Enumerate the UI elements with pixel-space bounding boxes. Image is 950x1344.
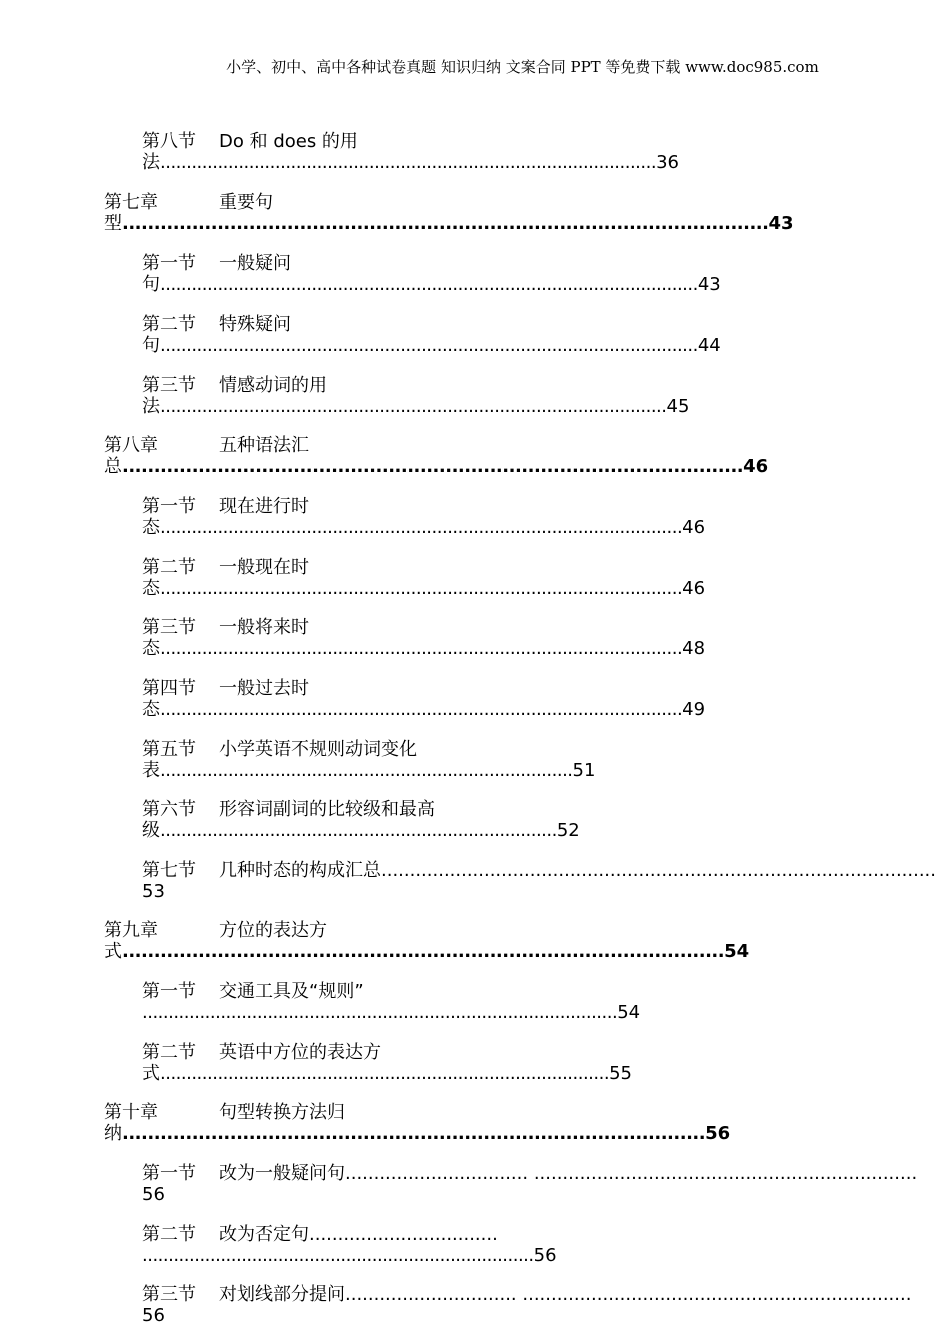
toc-leader: ............................................................................................... xyxy=(160,152,657,173)
toc-number: 第七节 xyxy=(142,860,196,881)
toc-number: 第六节 xyxy=(142,799,196,820)
toc-title: 方位的表达方 xyxy=(219,920,327,941)
toc-title: 一般过去时 xyxy=(219,678,309,699)
toc-chapter xyxy=(0,435,950,487)
toc-title-cont: 句 xyxy=(142,274,160,295)
toc-title-cont: 态 xyxy=(142,517,160,538)
toc-leader: ............................................................................................... xyxy=(122,941,725,962)
toc-title: 改为一般疑问句................................ ................................................................... xyxy=(219,1163,918,1184)
toc-title-cont: 53 xyxy=(142,881,165,902)
toc-entry xyxy=(0,314,950,366)
toc-number: 第十章 xyxy=(104,1102,158,1123)
toc-entry xyxy=(0,1042,950,1094)
toc-leader: .................................................................................................... xyxy=(160,578,683,599)
toc-chapter xyxy=(0,1102,950,1154)
toc-number: 第一节 xyxy=(142,981,196,1002)
toc-title-cont: 总 xyxy=(104,456,122,477)
toc-title: 一般疑问 xyxy=(219,253,291,274)
toc-title: 重要句 xyxy=(219,192,273,213)
toc-entry xyxy=(0,617,950,669)
toc-title: 小学英语不规则动词变化 xyxy=(219,739,417,760)
toc-leader: ............................................................................ xyxy=(160,820,557,841)
toc-leader: .................................................................................................... xyxy=(160,638,683,659)
toc-title: 一般将来时 xyxy=(219,617,309,638)
toc-title: 现在进行时 xyxy=(219,496,309,517)
toc-page: 43 xyxy=(768,213,794,234)
toc-leader: ............................................................................................ xyxy=(122,1123,706,1144)
toc-entry xyxy=(0,860,950,912)
toc-page: 51 xyxy=(572,760,596,781)
toc-leader: ................................................................................................. xyxy=(160,396,667,417)
toc-number: 第三节 xyxy=(142,1284,196,1305)
toc-title: 改为否定句................................. xyxy=(219,1224,498,1245)
toc-page: 56 xyxy=(705,1123,731,1144)
toc-title-cont: 纳 xyxy=(104,1123,122,1144)
toc-leader: .................................................................................................... xyxy=(160,517,683,538)
toc-entry xyxy=(0,981,950,1033)
toc-title-cont: 法 xyxy=(142,396,160,417)
toc-number: 第一节 xyxy=(142,1163,196,1184)
toc-entry xyxy=(0,496,950,548)
toc-entry xyxy=(0,253,950,305)
toc-number: 第七章 xyxy=(104,192,158,213)
toc-title-cont: 式 xyxy=(142,1063,160,1084)
toc-title-cont: 56 xyxy=(142,1184,165,1205)
toc-page: 45 xyxy=(666,396,690,417)
toc-entry xyxy=(0,799,950,851)
toc-page: 54 xyxy=(617,1002,641,1023)
toc-page: 43 xyxy=(697,274,721,295)
toc-title-cont: 态 xyxy=(142,578,160,599)
toc-entry xyxy=(0,678,950,730)
toc-number: 第八章 xyxy=(104,435,158,456)
toc-title: 几种时态的构成汇总................................................................................................. xyxy=(219,860,937,881)
toc-title-cont: 法 xyxy=(142,152,160,173)
toc-title-cont: 56 xyxy=(142,1305,165,1326)
toc-entry xyxy=(0,375,950,427)
toc-chapter xyxy=(0,920,950,972)
toc-leader: ....................................................................................................... xyxy=(160,274,698,295)
toc-page: 49 xyxy=(682,699,706,720)
toc-title: 特殊疑问 xyxy=(219,314,291,335)
toc-entry xyxy=(0,1163,950,1215)
toc-page: 52 xyxy=(556,820,580,841)
toc-title: 五种语法汇 xyxy=(219,435,309,456)
toc-leader: .................................................................................................... xyxy=(160,699,683,720)
toc-leader: ............................................................................... xyxy=(160,760,573,781)
toc-number: 第四节 xyxy=(142,678,196,699)
toc-number: 第八节 xyxy=(142,131,196,152)
toc-entry xyxy=(0,739,950,791)
toc-number: 第三节 xyxy=(142,375,196,396)
toc-title-cont: 表 xyxy=(142,760,160,781)
toc-page: 54 xyxy=(724,941,750,962)
toc-number: 第二节 xyxy=(142,1224,196,1245)
toc-title-cont: 态 xyxy=(142,638,160,659)
toc-number: 第二节 xyxy=(142,1042,196,1063)
page-header: 小学、初中、高中各种试卷真题 知识归纳 文案合同 PPT 等免费下载 www.doc985.com xyxy=(226,58,819,76)
toc-page: 55 xyxy=(609,1063,632,1084)
toc-entry xyxy=(0,557,950,609)
toc-page: 44 xyxy=(697,335,721,356)
toc-title-cont: 句 xyxy=(142,335,160,356)
toc-page: 56 xyxy=(533,1245,557,1266)
toc-leader: ........................................................................................... xyxy=(142,1002,618,1023)
toc-page: 46 xyxy=(682,578,706,599)
toc-leader: ...................................................................................... xyxy=(160,1063,610,1084)
toc-title-cont: 级 xyxy=(142,820,160,841)
toc-title: 交通工具及“规则” xyxy=(219,981,364,1002)
toc-title: 对划线部分提问.............................. .................................................................... xyxy=(219,1284,912,1305)
toc-entry xyxy=(0,131,950,183)
toc-entry xyxy=(0,1284,950,1336)
toc-title-cont: 型 xyxy=(104,213,122,234)
toc-page: 46 xyxy=(682,517,706,538)
toc-chapter xyxy=(0,192,950,244)
toc-title-cont: 式 xyxy=(104,941,122,962)
toc-entry xyxy=(0,1224,950,1276)
toc-title: 句型转换方法归 xyxy=(219,1102,345,1123)
toc-title: 形容词副词的比较级和最高 xyxy=(219,799,435,820)
toc-page: 36 xyxy=(656,152,679,173)
toc-title: 情感动词的用 xyxy=(219,375,327,396)
toc-title: 一般现在时 xyxy=(219,557,309,578)
toc-number: 第二节 xyxy=(142,557,196,578)
toc-leader: .................................................................................................. xyxy=(122,456,744,477)
toc-number: 第三节 xyxy=(142,617,196,638)
toc-title: Do 和 does 的用 xyxy=(219,131,358,152)
toc-page: 48 xyxy=(682,638,706,659)
toc-title: 英语中方位的表达方 xyxy=(219,1042,381,1063)
toc-leader: ........................................................................... xyxy=(142,1245,534,1266)
toc-number: 第五节 xyxy=(142,739,196,760)
toc-number: 第九章 xyxy=(104,920,158,941)
toc-leader: ....................................................................................................... xyxy=(160,335,698,356)
toc-number: 第一节 xyxy=(142,253,196,274)
toc-number: 第一节 xyxy=(142,496,196,517)
toc-number: 第二节 xyxy=(142,314,196,335)
toc-leader: ...................................................................................................... xyxy=(122,213,769,234)
toc-title-cont: 态 xyxy=(142,699,160,720)
toc-page: 46 xyxy=(743,456,769,477)
